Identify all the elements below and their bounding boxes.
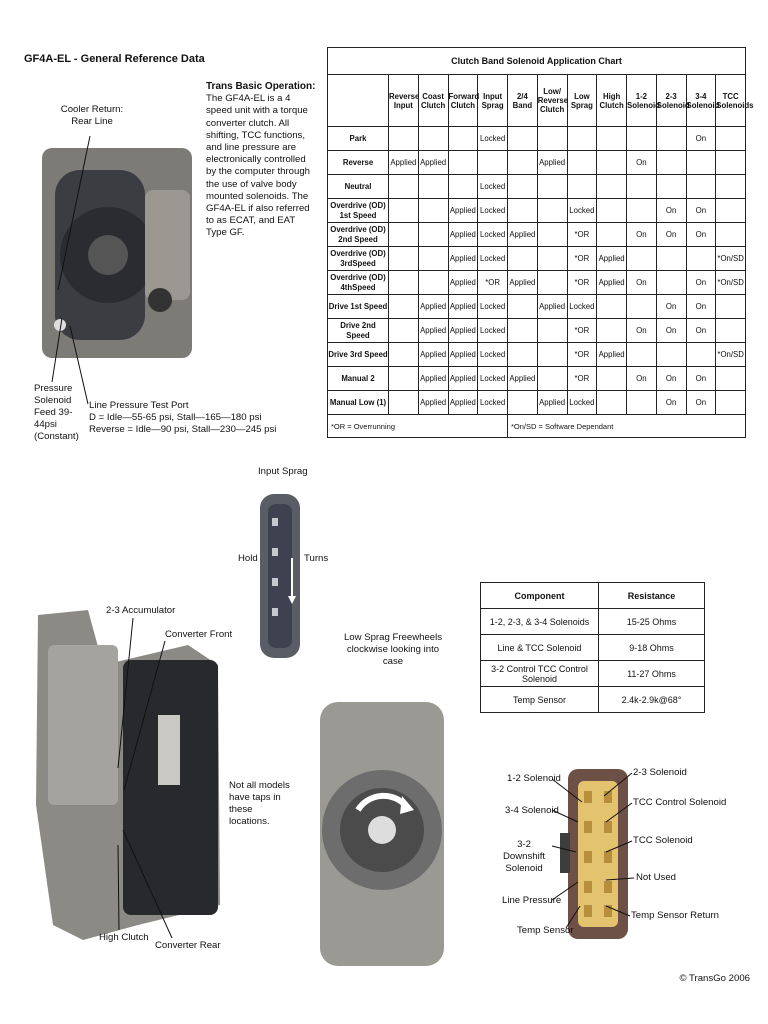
- application-chart-body: [328, 127, 746, 415]
- table-row: [328, 391, 746, 415]
- table-cell: On: [686, 319, 716, 343]
- table-cell: Applied: [597, 247, 627, 271]
- table-cell: [597, 151, 627, 175]
- not-all-models-note: Not all models have taps in these locations.: [229, 780, 290, 827]
- table-cell: [627, 175, 657, 199]
- table-cell: [656, 247, 686, 271]
- table-cell: [537, 175, 567, 199]
- connector-23-solenoid: 2-3 Solenoid: [633, 767, 687, 778]
- table-cell: [716, 295, 746, 319]
- row-label: Overdrive (OD) 1st Speed: [328, 199, 389, 223]
- table-cell: [656, 175, 686, 199]
- table-cell: Applied: [597, 271, 627, 295]
- table-cell: [716, 175, 746, 199]
- row-label: Drive 2nd Speed: [328, 319, 389, 343]
- test-port-title: Line Pressure Test Port: [89, 400, 189, 411]
- column-header: 1-2 Solenoid: [627, 75, 657, 127]
- table-cell: Applied: [508, 223, 538, 247]
- column-header: 2/4 Band: [508, 75, 538, 127]
- table-row: [328, 271, 746, 295]
- table-cell: *OR: [478, 271, 508, 295]
- table-cell: On: [686, 199, 716, 223]
- table-row: [481, 635, 705, 661]
- table-cell: [537, 199, 567, 223]
- table-cell: [508, 343, 538, 367]
- input-sprag-image: [256, 488, 304, 664]
- table-cell: [537, 343, 567, 367]
- table-cell: 3-2 Control TCC Control Solenoid: [481, 661, 599, 687]
- table-cell: [686, 247, 716, 271]
- resistance-header-value: Resistance: [599, 583, 705, 609]
- table-cell: [656, 151, 686, 175]
- table-cell: [627, 343, 657, 367]
- table-cell: On: [656, 295, 686, 319]
- table-cell: [716, 127, 746, 151]
- connector-12-solenoid: 1-2 Solenoid: [507, 773, 561, 784]
- table-cell: Applied: [448, 199, 478, 223]
- table-cell: On: [656, 223, 686, 247]
- row-label: Overdrive (OD) 4thSpeed: [328, 271, 389, 295]
- connector-tcc-solenoid: TCC Solenoid: [633, 835, 693, 846]
- table-row: [328, 247, 746, 271]
- table-cell: Applied: [537, 151, 567, 175]
- table-cell: Applied: [508, 367, 538, 391]
- table-cell: [627, 199, 657, 223]
- table-cell: Locked: [478, 343, 508, 367]
- table-cell: 11-27 Ohms: [599, 661, 705, 687]
- table-cell: Applied: [448, 391, 478, 415]
- table-cell: Applied: [418, 391, 448, 415]
- table-cell: [597, 127, 627, 151]
- high-clutch-label: High Clutch: [99, 932, 149, 943]
- connector-32-downshift: 3-2 Downshift Solenoid: [502, 839, 546, 874]
- connector-not-used: Not Used: [636, 872, 676, 883]
- table-cell: [508, 151, 538, 175]
- table-cell: [567, 151, 597, 175]
- table-cell: Locked: [567, 391, 597, 415]
- table-cell: Applied: [418, 319, 448, 343]
- table-cell: [418, 247, 448, 271]
- column-header: Forward Clutch: [448, 75, 478, 127]
- cooler-return-label: Cooler Return: Rear Line: [60, 104, 124, 127]
- resistance-header-component: Component: [481, 583, 599, 609]
- table-cell: [567, 127, 597, 151]
- table-cell: *OR: [567, 319, 597, 343]
- table-cell: [418, 223, 448, 247]
- table-cell: [508, 199, 538, 223]
- table-cell: Applied: [508, 271, 538, 295]
- table-cell: [537, 127, 567, 151]
- table-cell: [448, 151, 478, 175]
- basic-operation: [206, 81, 318, 240]
- table-cell: Line & TCC Solenoid: [481, 635, 599, 661]
- table-cell: On: [686, 223, 716, 247]
- table-cell: [567, 175, 597, 199]
- table-cell: [389, 295, 419, 319]
- table-cell: On: [627, 319, 657, 343]
- accumulator-label: 2-3 Accumulator: [106, 605, 176, 616]
- table-cell: Locked: [478, 175, 508, 199]
- sprag-turns-label: Turns: [304, 553, 329, 564]
- table-cell: On: [627, 271, 657, 295]
- table-cell: On: [656, 367, 686, 391]
- table-cell: 9-18 Ohms: [599, 635, 705, 661]
- table-cell: [389, 199, 419, 223]
- table-cell: [656, 271, 686, 295]
- table-cell: [418, 199, 448, 223]
- table-cell: [627, 391, 657, 415]
- row-label: Reverse: [328, 151, 389, 175]
- table-cell: [537, 271, 567, 295]
- table-row: [328, 151, 746, 175]
- table-cell: Applied: [537, 391, 567, 415]
- table-cell: On: [686, 391, 716, 415]
- row-header-blank: [328, 75, 389, 127]
- table-cell: On: [656, 199, 686, 223]
- connector-line-pressure: Line Pressure: [502, 895, 562, 906]
- table-cell: [716, 367, 746, 391]
- connector-temp-return: Temp Sensor Return: [631, 910, 719, 921]
- table-cell: [478, 151, 508, 175]
- connector-tcc-control: TCC Control Solenoid: [633, 797, 727, 808]
- page-title: GF4A-EL - General Reference Data: [24, 53, 205, 65]
- table-cell: [537, 223, 567, 247]
- row-label: Overdrive (OD) 3rdSpeed: [328, 247, 389, 271]
- footnote-software-dependant: *On/SD = Software Dependant: [508, 415, 746, 438]
- column-header: Low Sprag: [567, 75, 597, 127]
- converter-rear-label: Converter Rear: [155, 940, 221, 951]
- table-cell: [716, 223, 746, 247]
- table-row: [328, 199, 746, 223]
- table-cell: Applied: [448, 223, 478, 247]
- table-cell: [597, 319, 627, 343]
- row-label: Drive 3rd Speed: [328, 343, 389, 367]
- table-cell: [508, 247, 538, 271]
- copyright: © TransGo 2006: [679, 973, 750, 984]
- table-cell: Locked: [478, 199, 508, 223]
- table-cell: [389, 223, 419, 247]
- table-cell: 2.4k-2.9k@68°: [599, 687, 705, 713]
- sprag-hold-label: Hold: [238, 553, 258, 564]
- table-cell: Applied: [597, 343, 627, 367]
- table-row: [328, 127, 746, 151]
- table-cell: [508, 295, 538, 319]
- table-cell: [597, 391, 627, 415]
- column-header: Input Sprag: [478, 75, 508, 127]
- table-cell: On: [686, 367, 716, 391]
- basic-operation-text: The GF4A-EL is a 4 speed unit with a torque converter clutch. All shifting, TCC functions, and line pressure are electronically controlled by the computer through the use of valve body mounted solenoids. The GF4A-EL if also referred to as ECAT, and EAT Type GF.: [206, 93, 310, 239]
- transmission-photo-1: [30, 130, 205, 385]
- test-port-reverse: Reverse = Idle—90 psi, Stall—230—245 psi: [89, 424, 277, 435]
- table-cell: [537, 367, 567, 391]
- table-cell: [448, 175, 478, 199]
- table-cell: Applied: [448, 295, 478, 319]
- table-cell: Locked: [567, 295, 597, 319]
- table-cell: *OR: [567, 343, 597, 367]
- table-row: [328, 295, 746, 319]
- test-port-drive: D = Idle—55-65 psi, Stall—165—180 psi: [89, 412, 262, 423]
- table-row: [328, 367, 746, 391]
- column-header: Low/ Reverse Clutch: [537, 75, 567, 127]
- table-cell: On: [627, 223, 657, 247]
- table-cell: *On/SD: [716, 343, 746, 367]
- application-chart-title: Clutch Band Solenoid Application Chart: [328, 48, 746, 75]
- table-cell: [508, 127, 538, 151]
- footnote-overrunning: *OR = Overrunning: [328, 415, 508, 438]
- table-cell: [597, 175, 627, 199]
- table-cell: [508, 175, 538, 199]
- table-cell: [389, 343, 419, 367]
- table-cell: 15-25 Ohms: [599, 609, 705, 635]
- table-cell: [389, 319, 419, 343]
- table-cell: Applied: [418, 367, 448, 391]
- low-sprag-case-image: [318, 700, 446, 968]
- table-row: [328, 223, 746, 247]
- table-cell: [597, 367, 627, 391]
- table-cell: *OR: [567, 271, 597, 295]
- table-cell: Locked: [478, 127, 508, 151]
- table-cell: [686, 343, 716, 367]
- table-cell: [537, 319, 567, 343]
- table-cell: [418, 271, 448, 295]
- table-cell: Applied: [389, 151, 419, 175]
- table-cell: [716, 391, 746, 415]
- table-cell: [508, 319, 538, 343]
- table-cell: [716, 199, 746, 223]
- row-label: Overdrive (OD) 2nd Speed: [328, 223, 389, 247]
- resistance-table: [480, 582, 705, 713]
- table-cell: On: [686, 295, 716, 319]
- table-cell: [389, 271, 419, 295]
- table-cell: Applied: [448, 247, 478, 271]
- table-row: [328, 319, 746, 343]
- table-cell: Locked: [567, 199, 597, 223]
- table-cell: 1-2, 2-3, & 3-4 Solenoids: [481, 609, 599, 635]
- row-label: Manual 2: [328, 367, 389, 391]
- table-cell: *On/SD: [716, 247, 746, 271]
- connector-34-solenoid: 3-4 Solenoid: [505, 805, 559, 816]
- column-header: TCC Solenoids: [716, 75, 746, 127]
- table-cell: *OR: [567, 223, 597, 247]
- table-cell: On: [656, 391, 686, 415]
- table-cell: On: [686, 127, 716, 151]
- table-cell: Applied: [418, 151, 448, 175]
- table-cell: On: [686, 271, 716, 295]
- table-cell: *OR: [567, 247, 597, 271]
- table-cell: Applied: [418, 343, 448, 367]
- table-cell: [716, 319, 746, 343]
- row-label: Park: [328, 127, 389, 151]
- table-cell: [597, 223, 627, 247]
- column-header: 3-4 Solenoid: [686, 75, 716, 127]
- table-cell: Applied: [448, 319, 478, 343]
- table-cell: [418, 127, 448, 151]
- table-cell: [597, 295, 627, 319]
- table-cell: [686, 175, 716, 199]
- connector-temp-sensor: Temp Sensor: [517, 925, 574, 936]
- table-cell: Locked: [478, 391, 508, 415]
- table-cell: On: [627, 367, 657, 391]
- table-cell: [418, 175, 448, 199]
- table-cell: Locked: [478, 247, 508, 271]
- table-row: [328, 175, 746, 199]
- table-cell: Applied: [418, 295, 448, 319]
- table-row: [328, 343, 746, 367]
- table-cell: On: [627, 151, 657, 175]
- table-cell: Applied: [448, 367, 478, 391]
- input-sprag-label: Input Sprag: [258, 466, 308, 477]
- table-cell: On: [656, 319, 686, 343]
- solenoid-connector-image: [560, 763, 635, 943]
- table-cell: [627, 295, 657, 319]
- row-label: Manual Low (1): [328, 391, 389, 415]
- pressure-solenoid-feed-label: Pressure Solenoid Feed 39-44psi (Constant): [34, 383, 79, 442]
- table-cell: Locked: [478, 295, 508, 319]
- table-cell: [716, 151, 746, 175]
- table-cell: Applied: [448, 343, 478, 367]
- table-cell: Locked: [478, 223, 508, 247]
- table-cell: [389, 175, 419, 199]
- table-cell: Applied: [537, 295, 567, 319]
- table-row: [481, 609, 705, 635]
- low-sprag-note: Low Sprag Freewheels clockwise looking into case: [343, 632, 443, 667]
- table-cell: [389, 127, 419, 151]
- table-cell: [508, 391, 538, 415]
- application-chart: [327, 47, 754, 438]
- column-header: Coast Clutch: [418, 75, 448, 127]
- row-label: Neutral: [328, 175, 389, 199]
- table-cell: [656, 343, 686, 367]
- table-cell: [627, 247, 657, 271]
- table-row: [481, 661, 705, 687]
- table-cell: [537, 247, 567, 271]
- converter-front-label: Converter Front: [165, 629, 233, 640]
- table-cell: [597, 199, 627, 223]
- table-row: [481, 687, 705, 713]
- table-cell: Temp Sensor: [481, 687, 599, 713]
- row-label: Drive 1st Speed: [328, 295, 389, 319]
- table-cell: Applied: [448, 271, 478, 295]
- table-cell: Locked: [478, 319, 508, 343]
- table-cell: *On/SD: [716, 271, 746, 295]
- table-cell: [389, 367, 419, 391]
- basic-operation-heading: Trans Basic Operation:: [206, 81, 316, 92]
- transmission-photo-2: [28, 605, 223, 945]
- column-header: Reverse Input: [389, 75, 419, 127]
- table-cell: [656, 127, 686, 151]
- table-cell: [627, 127, 657, 151]
- column-header: 2-3 Solenoid: [656, 75, 686, 127]
- table-cell: *OR: [567, 367, 597, 391]
- table-cell: [389, 247, 419, 271]
- table-cell: [389, 391, 419, 415]
- table-cell: [448, 127, 478, 151]
- table-cell: [686, 151, 716, 175]
- column-header: High Clutch: [597, 75, 627, 127]
- table-cell: Locked: [478, 367, 508, 391]
